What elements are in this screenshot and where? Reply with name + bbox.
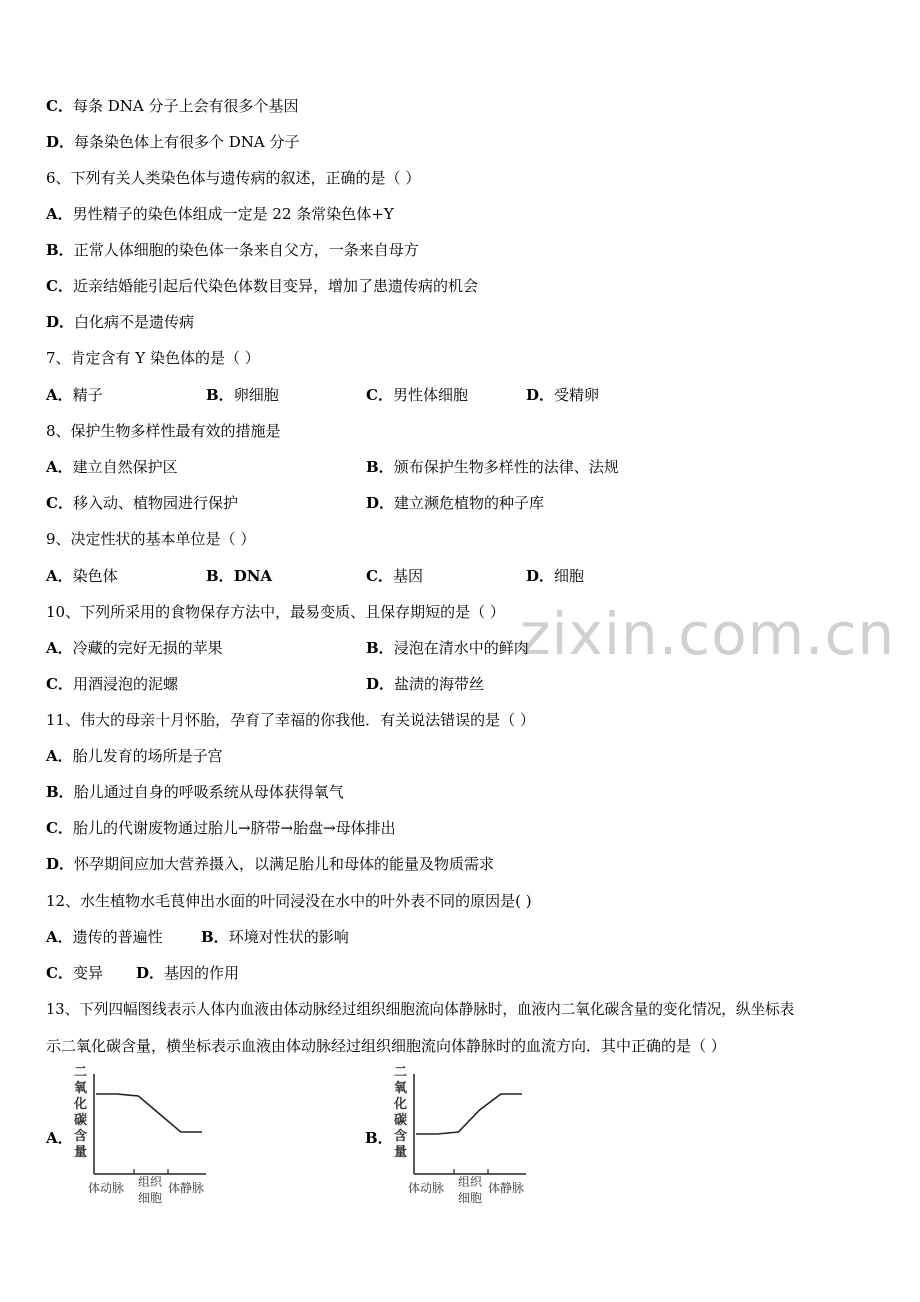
q6-option-d: D．白化病不是遗传病 <box>46 313 195 331</box>
q8-options-row1 <box>46 457 846 477</box>
q11-stem: 11、伟大的母亲十月怀胎，孕育了幸福的你我他．有关说法错误的是（ ） <box>46 711 535 729</box>
chart-a-ylabel-char-1: 氧 <box>74 1081 88 1096</box>
q7-options <box>46 385 846 405</box>
q12-option-c: C．变异 <box>46 964 103 982</box>
chart-a-ylabel-char-2: 化 <box>74 1097 88 1112</box>
q12-option-d: D．基因的作用 <box>136 964 240 982</box>
chart-b-ylabel-char-3: 碳 <box>394 1113 408 1128</box>
q9-stem: 9、决定性状的基本单位是（ ） <box>46 530 256 548</box>
q12-stem: 12、水生植物水毛茛伸出水面的叶同浸没在水中的叶外表不同的原因是( ) <box>46 892 532 910</box>
q10-option-a: A．冷藏的完好无损的苹果 <box>46 639 223 657</box>
chart-a-option-label: A． <box>46 1129 73 1147</box>
q6-option-c: C．近亲结婚能引起后代染色体数目变异，增加了患遗传病的机会 <box>46 277 478 295</box>
q9-option-c: C．基因 <box>366 567 423 585</box>
q7-option-b: B．卵细胞 <box>206 386 279 404</box>
chart-b-option-label: B． <box>365 1129 393 1147</box>
chart-b-ylabel-char-4: 含 <box>394 1129 408 1144</box>
q9-option-a: A．染色体 <box>46 567 118 585</box>
chart-b-series-line <box>416 1094 522 1134</box>
q11-option-b: B．胎儿通过自身的呼吸系统从母体获得氧气 <box>46 783 344 801</box>
q11-option-a: A．胎儿发育的场所是子宫 <box>46 747 223 765</box>
chart-a <box>70 1064 220 1214</box>
chart-a-xlabel-3: 体静脉 <box>168 1181 205 1195</box>
q6-option-b: B．正常人体细胞的染色体一条来自父方，一条来自母方 <box>46 241 419 259</box>
chart-a-ylabel-char-4: 含 <box>74 1129 88 1144</box>
q6-option-a: A．男性精子的染色体组成一定是 22 条常染色体+Y <box>46 205 394 223</box>
q6-stem: 6、下列有关人类染色体与遗传病的叙述，正确的是（ ） <box>46 169 421 187</box>
chart-b-ylabel-char-1: 氧 <box>394 1081 408 1096</box>
q9-options <box>46 566 846 586</box>
chart-b-xlabel-0: 体动脉 <box>408 1181 445 1195</box>
chart-b-ylabel-char-2: 化 <box>394 1097 408 1112</box>
chart-a-ylabel-char-3: 碳 <box>74 1113 88 1128</box>
q5-option-c: C．每条 DNA 分子上会有很多个基因 <box>46 97 299 115</box>
q12-options-row1 <box>46 927 846 947</box>
chart-b <box>390 1064 540 1214</box>
q12-options-row2 <box>46 963 846 983</box>
watermark: zixin.com.cn <box>520 600 896 668</box>
q7-option-a: A．精子 <box>46 386 103 404</box>
q10-options-row1 <box>46 638 846 658</box>
chart-b-ylabel-char-5: 量 <box>394 1145 408 1160</box>
q8-option-b: B．颁布保护生物多样性的法律、法规 <box>366 458 619 476</box>
chart-b-xlabel-3: 体静脉 <box>488 1181 525 1195</box>
q12-option-b: B．环境对性状的影响 <box>201 928 349 946</box>
q8-option-d: D．建立濒危植物的种子库 <box>366 494 545 512</box>
chart-a-xlabel-0: 体动脉 <box>88 1181 125 1195</box>
q8-options-row2 <box>46 493 846 513</box>
q8-option-c: C．移入动、植物园进行保护 <box>46 494 238 512</box>
q8-option-a: A．建立自然保护区 <box>46 458 178 476</box>
q11-option-d: D．怀孕期间应加大营养摄入，以满足胎儿和母体的能量及物质需求 <box>46 855 495 873</box>
chart-a-xlabel-2: 细胞 <box>138 1191 163 1205</box>
q10-option-d: D．盐渍的海带丝 <box>366 675 485 693</box>
q7-stem: 7、肯定含有 Y 染色体的是（ ） <box>46 349 260 367</box>
q13-stem-line2: 示二氧化碳含量，横坐标表示血液由体动脉经过组织细胞流向体静脉时的血流方向．其中正确的是（ ） <box>46 1037 726 1055</box>
chart-b-xlabel-1: 组织 <box>458 1175 483 1189</box>
q11-option-c: C．胎儿的代谢废物通过胎儿→脐带→胎盘→母体排出 <box>46 819 396 837</box>
q10-options-row2 <box>46 674 846 694</box>
chart-b-ylabel-char-0: 二 <box>394 1065 408 1080</box>
q10-option-c: C．用酒浸泡的泥螺 <box>46 675 178 693</box>
chart-a-xlabel-1: 组织 <box>138 1175 163 1189</box>
chart-a-ylabel-char-0: 二 <box>74 1065 88 1080</box>
q12-option-a: A．遗传的普遍性 <box>46 928 163 946</box>
q10-option-b: B．浸泡在清水中的鲜肉 <box>366 639 529 657</box>
chart-b-xlabel-2: 细胞 <box>458 1191 483 1205</box>
q9-option-d: D．细胞 <box>526 567 585 585</box>
q5-option-d: D．每条染色体上有很多个 DNA 分子 <box>46 133 300 151</box>
chart-a-series-line <box>96 1094 202 1132</box>
q9-option-b: B．DNA <box>206 567 273 585</box>
q13-stem-line1: 13、下列四幅图线表示人体内血液由体动脉经过组织细胞流向体静脉时，血液内二氧化碳含量的变化情况，纵坐标表 <box>46 1001 795 1018</box>
q7-option-c: C．男性体细胞 <box>366 386 468 404</box>
q10-stem: 10、下列所采用的食物保存方法中，最易变质、且保存期短的是（ ） <box>46 603 505 621</box>
q7-option-d: D．受精卵 <box>526 386 600 404</box>
chart-a-ylabel-char-5: 量 <box>74 1145 88 1160</box>
q8-stem: 8、保护生物多样性最有效的措施是 <box>46 422 281 440</box>
